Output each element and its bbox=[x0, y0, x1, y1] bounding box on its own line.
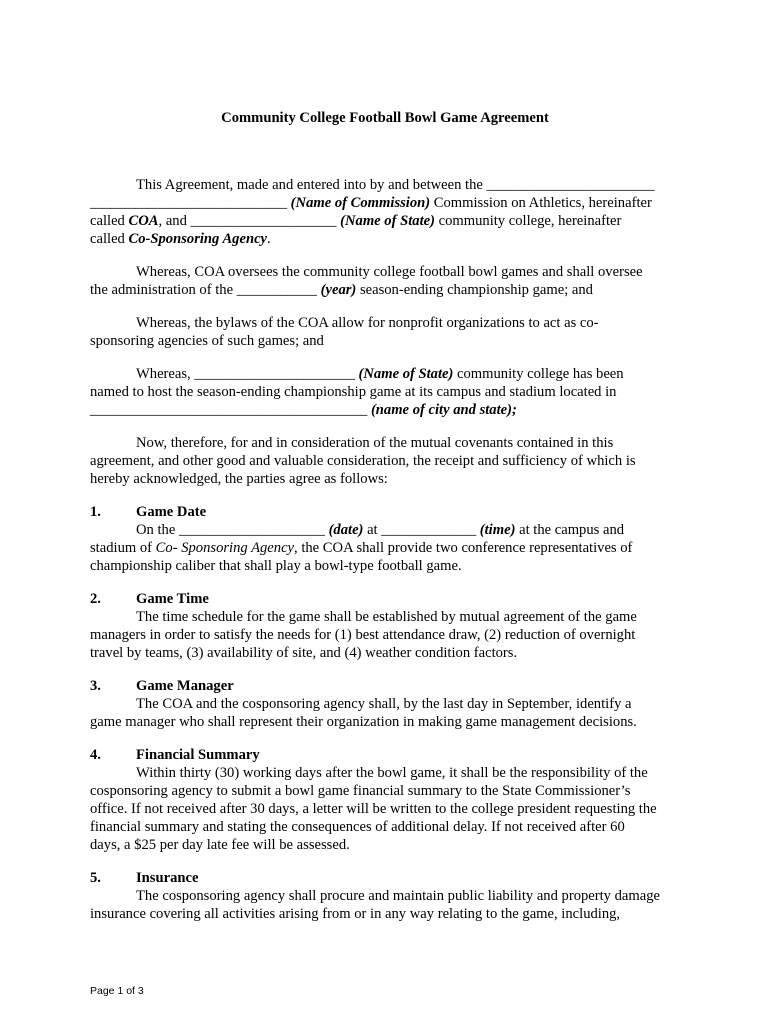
whereas-text: sponsoring agencies of such games; and bbox=[90, 333, 324, 349]
section-number: 5. bbox=[90, 870, 101, 886]
section-number: 1. bbox=[90, 504, 101, 520]
section-text: financial summary and stating the consequences of additional delay. If not received after 60 bbox=[90, 819, 625, 835]
now-text: Now, therefore, for and in consideration of the mutual covenants contained in this bbox=[136, 435, 614, 451]
name-of-state-label: (Name of State) bbox=[340, 213, 435, 229]
whereas-text: Whereas, the bylaws of the COA allow for nonprofit organizations to act as co- bbox=[136, 315, 599, 331]
section-text: game manager who shall represent their organization in making game management decisions. bbox=[90, 714, 637, 730]
section-text: The time schedule for the game shall be established by mutual agreement of the game bbox=[136, 609, 637, 625]
section-text: stadium of bbox=[90, 540, 156, 556]
whereas-text: season-ending championship game; and bbox=[356, 282, 593, 298]
year-label: (year) bbox=[320, 282, 357, 298]
section-text: days, a $25 per day late fee will be assessed. bbox=[90, 837, 350, 853]
blank-year: the administration of the ___________ bbox=[90, 282, 321, 298]
now-therefore-paragraph bbox=[90, 434, 680, 488]
whereas-paragraph-1 bbox=[90, 263, 680, 299]
section-number: 4. bbox=[90, 747, 101, 763]
section-text: championship caliber that shall play a bowl-type football game. bbox=[90, 558, 462, 574]
whereas-text: named to host the season-ending championship game at its campus and stadium located in bbox=[90, 384, 617, 400]
section-financial-summary bbox=[90, 746, 680, 854]
whereas-text: Whereas, COA oversees the community college football bowl games and shall oversee bbox=[136, 264, 643, 280]
section-heading: Game Manager bbox=[136, 678, 234, 694]
city-state-label: (name of city and state); bbox=[370, 402, 517, 418]
section-text: The COA and the cosponsoring agency shall, by the last day in September, identify a bbox=[136, 696, 632, 712]
co-sponsoring-agency-term: Co-Sponsoring Agency bbox=[128, 231, 268, 247]
intro-line-1: This Agreement, made and entered into by and between the _______________________ bbox=[136, 177, 655, 193]
blank-state: Whereas, ______________________ bbox=[136, 366, 359, 382]
section-text: , the COA shall provide two conference representatives of bbox=[294, 540, 633, 556]
section-number: 3. bbox=[90, 678, 101, 694]
section-text: office. If not received after 30 days, a letter will be written to the college president requesting the bbox=[90, 801, 657, 817]
section-number: 2. bbox=[90, 591, 101, 607]
section-text: The cosponsoring agency shall procure and maintain public liability and property damage bbox=[136, 888, 660, 904]
coa-term: COA bbox=[128, 213, 159, 229]
document-title: Community College Football Bowl Game Agreement bbox=[221, 110, 549, 126]
whereas-text: community college has been bbox=[453, 366, 624, 382]
section-heading: Game Date bbox=[136, 504, 207, 520]
section-game-manager bbox=[90, 677, 680, 731]
now-text: hereby acknowledged, the parties agree as follows: bbox=[90, 471, 388, 487]
section-heading: Financial Summary bbox=[136, 747, 260, 763]
whereas-paragraph-2 bbox=[90, 314, 680, 350]
name-of-commission-label: (Name of Commission) bbox=[290, 195, 431, 211]
blank-time: at _____________ bbox=[363, 522, 480, 538]
blank-state: , and ____________________ bbox=[158, 213, 341, 229]
section-game-time bbox=[90, 590, 680, 662]
section-game-date bbox=[90, 503, 680, 575]
intro-text: called bbox=[90, 213, 129, 229]
section-text: cosponsoring agency to submit a bowl game financial summary to the State Commissioner’s bbox=[90, 783, 631, 799]
section-text: travel by teams, (3) availability of site, and (4) weather condition factors. bbox=[90, 645, 518, 661]
section-text: managers in order to satisfy the needs for (1) best attendance draw, (2) reduction of overnight bbox=[90, 627, 636, 643]
whereas-paragraph-3 bbox=[90, 365, 680, 419]
date-label: (date) bbox=[328, 522, 364, 538]
blank-date: On the ____________________ bbox=[136, 522, 329, 538]
blank-city-state: ______________________________________ bbox=[90, 402, 371, 418]
section-text: Within thirty (30) working days after the bowl game, it shall be the responsibility of the bbox=[136, 765, 648, 781]
intro-text: . bbox=[267, 231, 271, 247]
section-text: at the campus and bbox=[515, 522, 625, 538]
section-insurance bbox=[90, 869, 680, 923]
blank-commission: ___________________________ bbox=[90, 195, 291, 211]
intro-text: called bbox=[90, 231, 129, 247]
co-sponsoring-agency-term: Co- Sponsoring Agency bbox=[155, 540, 295, 556]
section-text: insurance covering all activities arising from or in any way relating to the game, including, bbox=[90, 906, 621, 922]
intro-text: community college, hereinafter bbox=[434, 213, 622, 229]
intro-paragraph bbox=[90, 176, 680, 248]
section-heading: Game Time bbox=[136, 591, 209, 607]
intro-text: Commission on Athletics, hereinafter bbox=[430, 195, 652, 211]
name-of-state-label: (Name of State) bbox=[358, 366, 454, 382]
now-text: agreement, and other good and valuable consideration, the receipt and sufficiency of which is bbox=[90, 453, 636, 469]
page-footer: Page 1 of 3 bbox=[90, 985, 144, 997]
section-heading: Insurance bbox=[136, 870, 199, 886]
time-label: (time) bbox=[479, 522, 516, 538]
